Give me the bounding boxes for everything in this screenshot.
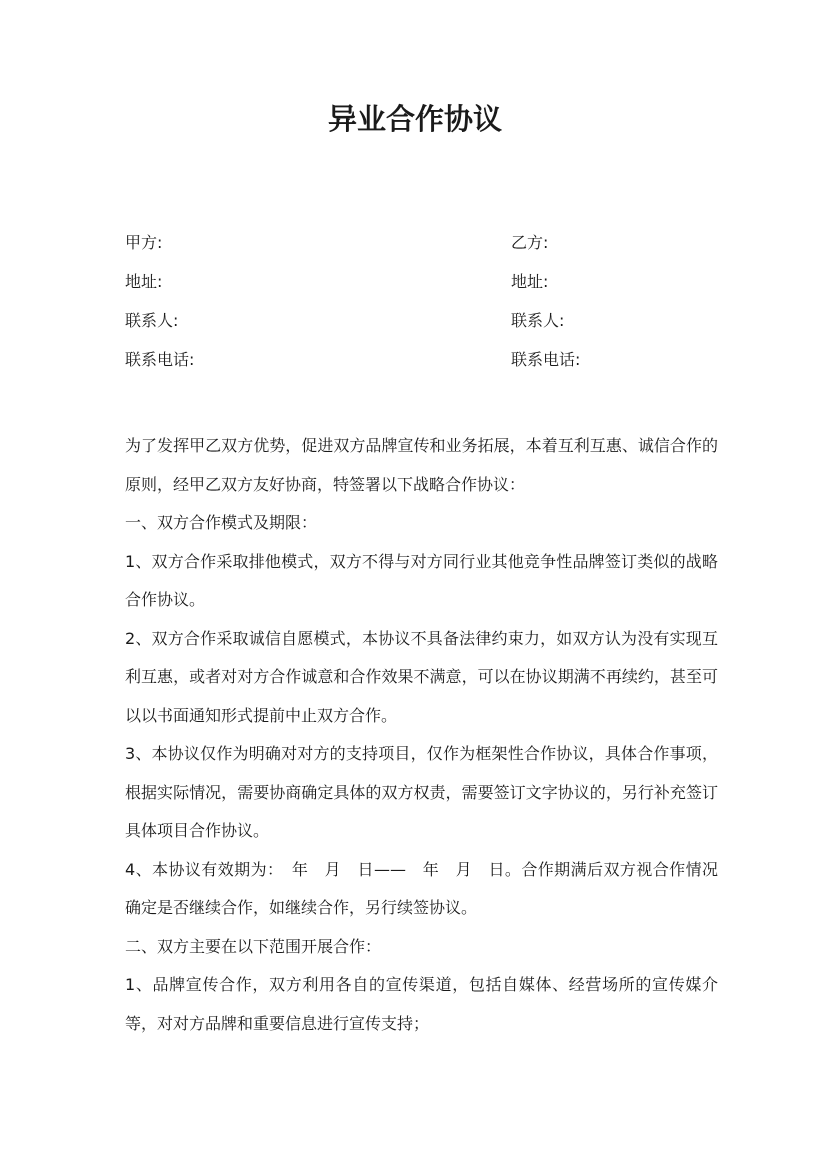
section-1-item-4: 4、本协议有效期为： 年 月 日—— 年 月 日。合作期满后双方视合作情况确定是否继续合作，如继续合作，另行续签协议。 <box>125 859 718 917</box>
party-b-phone-label: 联系电话: <box>511 350 581 369</box>
section-2-heading: 二、双方主要在以下范围开展合作： <box>125 936 382 956</box>
section-1-item-2: 2、双方合作采取诚信自愿模式，本协议不具备法律约束力，如双方认为没有实现互利互惠，或者对对方合作诚意和合作效果不满意，可以在协议期满不再续约，甚至可以以书面通知形式提前中止双方合作。 <box>125 628 718 725</box>
party-b-address-label: 地址: <box>511 272 549 291</box>
preamble-paragraph: 为了发挥甲乙双方优势，促进双方品牌宣传和业务拓展，本着互利互惠、诚信合作的原则，经甲乙双方友好协商，特签署以下战略合作协议： <box>125 436 718 494</box>
section-1-item-1: 1、双方合作采取排他模式，双方不得与对方同行业其他竞争性品牌签订类似的战略合作协议。 <box>125 551 718 609</box>
party-a-label: 甲方: <box>125 233 163 252</box>
section-1-item-3: 3、本协议仅作为明确对对方的支持项目，仅作为框架性合作协议，具体合作事项，根据实际情况，需要协商确定具体的双方权责，需要签订文字协议的，另行补充签订具体项目合作协议。 <box>125 744 718 840</box>
section-1-heading: 一、双方合作模式及期限： <box>125 513 318 532</box>
party-b-contact-label: 联系人: <box>511 311 565 330</box>
party-b-label: 乙方: <box>511 233 549 252</box>
party-a-address-label: 地址: <box>125 272 163 291</box>
party-a-contact-label: 联系人: <box>125 311 179 330</box>
party-a-phone-label: 联系电话: <box>125 350 195 369</box>
section-2-item-1: 1、品牌宣传合作，双方利用各自的宣传渠道，包括自媒体、经营场所的宣传媒介等，对对方品牌和重要信息进行宣传支持； <box>125 975 718 1033</box>
agreement-body <box>125 427 718 1043</box>
document-title: 异业合作协议 <box>327 102 502 136</box>
